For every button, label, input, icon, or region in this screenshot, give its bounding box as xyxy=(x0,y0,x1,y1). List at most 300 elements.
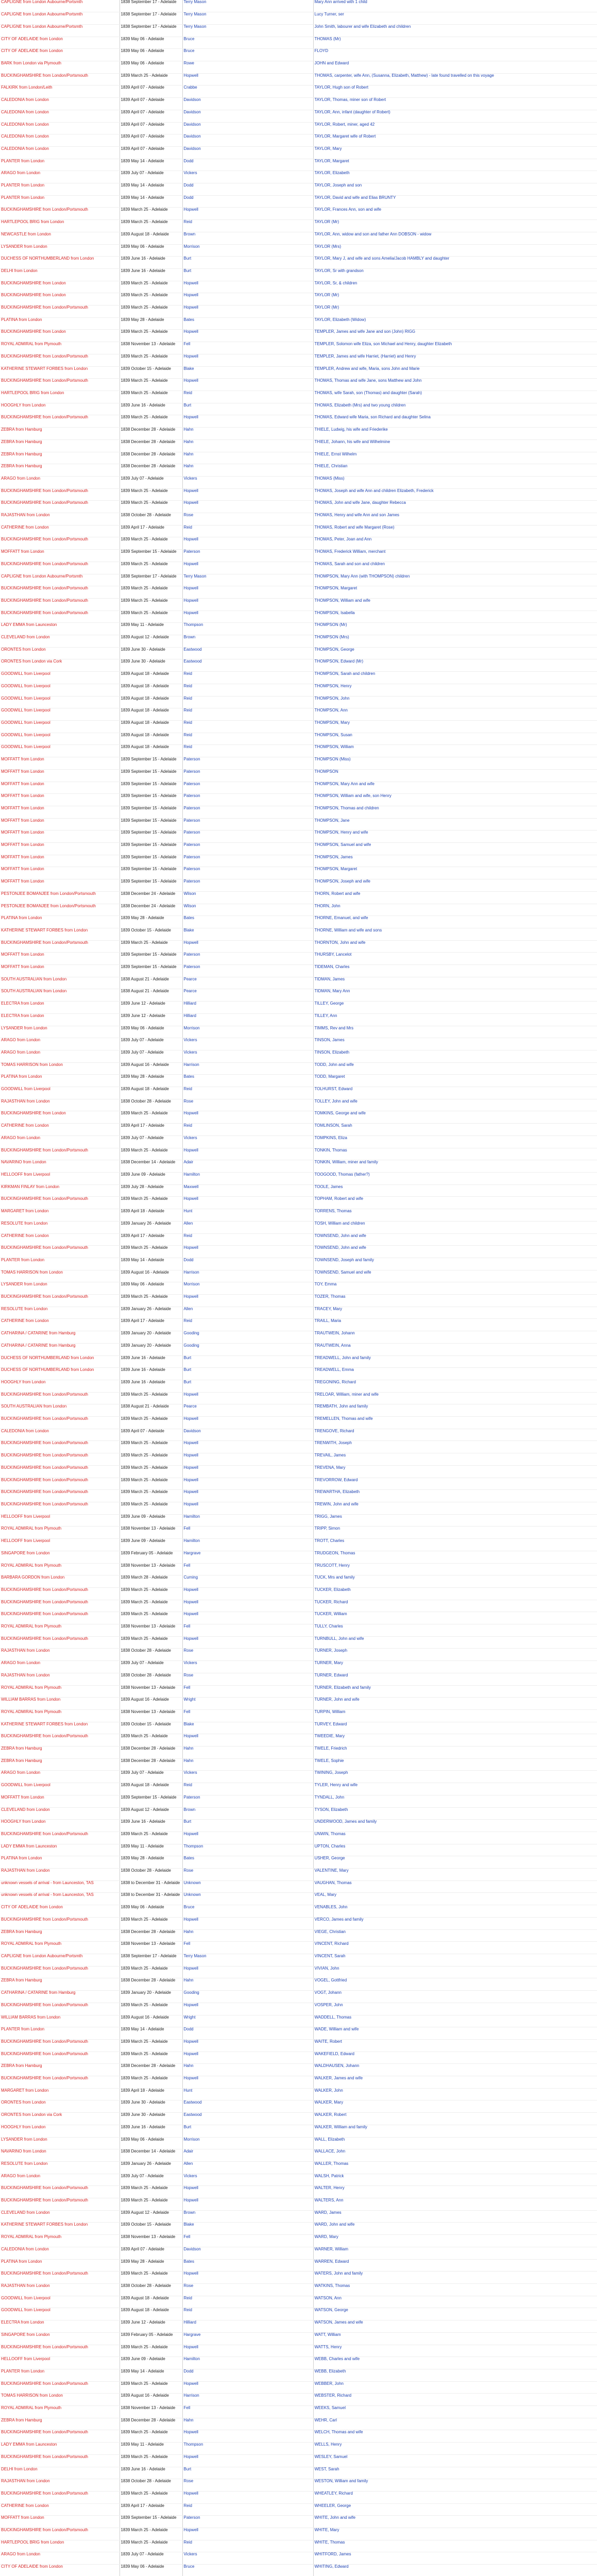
table-row xyxy=(0,1075,597,1087)
master-cell: Terry Mason xyxy=(182,1954,313,1967)
date-cell: 1839 September 15 - Adelaide xyxy=(120,855,182,867)
date-cell: 1839 March 25 - Adelaide xyxy=(120,1734,182,1747)
master-cell: Paterson xyxy=(182,794,313,806)
date-cell: 1839 March 25 - Adelaide xyxy=(120,2076,182,2089)
port-cell: KATHERINE STEWART FORBES from London xyxy=(0,1722,120,1734)
master-cell: Unknown xyxy=(182,1893,313,1905)
port-cell: ZEBRA from Hamburg xyxy=(0,1747,120,1759)
master-cell: Hopwell xyxy=(182,1478,313,1490)
date-cell: 1839 March 25 - Adelaide xyxy=(120,1111,182,1124)
table-row xyxy=(0,2308,597,2320)
master-cell: Hopwell xyxy=(182,1490,313,1502)
port-cell: BUCKINGHAMSHIRE from London xyxy=(0,293,120,306)
date-cell: 1839 August 18 - Adelaide xyxy=(120,2308,182,2320)
port-cell: ZEBRA from Hamburg xyxy=(0,2064,120,2076)
port-cell: ROYAL ADMIRAL from Plymouth xyxy=(0,1685,120,1698)
master-cell: Brown xyxy=(182,1807,313,1820)
master-cell: Hopwell xyxy=(182,1197,313,1209)
date-cell: 1839 March 25 - Adelaide xyxy=(120,501,182,513)
date-cell: 1839 August 16 - Adelaide xyxy=(120,2394,182,2406)
port-cell: LYSANDER from London xyxy=(0,244,120,257)
date-cell: 1838 December 24 - Adelaide xyxy=(120,904,182,916)
master-cell: Paterson xyxy=(182,867,313,879)
master-cell: Dodd xyxy=(182,195,313,208)
port-cell: MOFFATT from London xyxy=(0,818,120,831)
date-cell: 1839 May 14 - Adelaide xyxy=(120,2369,182,2381)
date-cell: 1838 November 13 - Adelaide xyxy=(120,1624,182,1637)
ship-notes-cell: THOMAS, Joseph and wife Ann and children Elizabeth, Frederick xyxy=(313,488,597,501)
table-row xyxy=(0,391,597,403)
port-cell: ROYAL ADMIRAL from Plymouth xyxy=(0,1942,120,1954)
table-row xyxy=(0,659,597,672)
master-cell: Reid xyxy=(182,1087,313,1099)
date-cell: 1839 March 25 - Adelaide xyxy=(120,611,182,623)
table-row xyxy=(0,965,597,977)
table-row xyxy=(0,635,597,648)
table-row xyxy=(0,86,597,98)
date-cell: 1839 August 18 - Adelaide xyxy=(120,708,182,721)
port-cell: BARK from London via Plymouth xyxy=(0,61,120,74)
master-cell: Pearce xyxy=(182,977,313,989)
master-cell: Hopwell xyxy=(182,2052,313,2064)
master-cell: Hopwell xyxy=(182,2454,313,2467)
ship-notes-cell: TRIGG, James xyxy=(313,1514,597,1527)
date-cell: 1839 March 25 - Adelaide xyxy=(120,2491,182,2503)
master-cell: Paterson xyxy=(182,806,313,818)
table-row xyxy=(0,2406,597,2418)
port-cell: CLEVELAND from London xyxy=(0,1807,120,1820)
table-row xyxy=(0,501,597,513)
master-cell: Hahn xyxy=(182,439,313,452)
ship-notes-cell: VOGEL, Gottfried xyxy=(313,1978,597,1991)
master-cell: Wright xyxy=(182,2015,313,2027)
date-cell: 1839 March 25 - Adelaide xyxy=(120,1612,182,1624)
table-row xyxy=(0,537,597,550)
ship-notes-cell: TREVORROW, Edward xyxy=(313,1478,597,1490)
date-cell: 1839 May 28 - Adelaide xyxy=(120,1856,182,1869)
table-row xyxy=(0,2369,597,2381)
ship-notes-cell: WALKER, Mary xyxy=(313,2100,597,2113)
ship-notes-cell: THOMPSON, James xyxy=(313,855,597,867)
table-row xyxy=(0,1722,597,1734)
table-row xyxy=(0,379,597,391)
table-row xyxy=(0,1502,597,1514)
table-row xyxy=(0,1832,597,1844)
table-row xyxy=(0,2198,597,2211)
table-row xyxy=(0,1661,597,1673)
table-row xyxy=(0,2064,597,2076)
master-cell: Reid xyxy=(182,745,313,757)
port-cell: ROYAL ADMIRAL from Plymouth xyxy=(0,2235,120,2247)
date-cell: 1838 September 17 - Adelaide xyxy=(120,1954,182,1967)
port-cell: DUCHESS OF NORTHUMBERLAND from London xyxy=(0,257,120,269)
date-cell: 1839 January 20 - Adelaide xyxy=(120,1331,182,1344)
ship-notes-cell: TRACEY, Mary xyxy=(313,1307,597,1319)
table-row xyxy=(0,1246,597,1258)
port-cell: ARAGO from London xyxy=(0,1050,120,1062)
ship-notes-cell: THOMPSON, Margaret xyxy=(313,586,597,599)
master-cell: Paterson xyxy=(182,953,313,965)
date-cell: 1839 June 30 - Adelaide xyxy=(120,2100,182,2113)
ship-notes-cell: WATSON, George xyxy=(313,2308,597,2320)
master-cell: Burt xyxy=(182,257,313,269)
table-row xyxy=(0,1807,597,1820)
port-cell: BUCKINGHAMSHIRE from London/Portsmouth xyxy=(0,1734,120,1747)
ship-notes-cell: THOMPSON, Jane xyxy=(313,818,597,831)
date-cell: 1839 May 28 - Adelaide xyxy=(120,317,182,330)
ship-notes-cell: THOMAS (Mr) xyxy=(313,37,597,49)
table-row xyxy=(0,757,597,770)
ship-notes-cell: WHITE, John and wife xyxy=(313,2516,597,2528)
master-cell: Hopwell xyxy=(182,488,313,501)
table-row xyxy=(0,2503,597,2516)
table-row xyxy=(0,306,597,318)
master-cell: Reid xyxy=(182,1124,313,1136)
master-cell: Hunt xyxy=(182,1209,313,1222)
table-row xyxy=(0,1856,597,1869)
ship-notes-cell: THOMPSON, Joseph and wife xyxy=(313,879,597,892)
table-row xyxy=(0,488,597,501)
master-cell: Hahn xyxy=(182,1929,313,1942)
table-row xyxy=(0,1758,597,1771)
master-cell: Hamilton xyxy=(182,1539,313,1551)
date-cell: 1839 June 09 - Adelaide xyxy=(120,2357,182,2369)
date-cell: 1839 September 15 - Adelaide xyxy=(120,782,182,794)
master-cell: Brown xyxy=(182,232,313,244)
ship-notes-cell: THOMAS, Sarah and son and children xyxy=(313,562,597,574)
date-cell: 1839 March 25 - Adelaide xyxy=(120,537,182,550)
ship-notes-cell: THOMAS, Peter, Joan and Ann xyxy=(313,537,597,550)
table-row xyxy=(0,1893,597,1905)
table-row xyxy=(0,159,597,171)
ship-notes-cell: WEEKS, Samuel xyxy=(313,2406,597,2418)
master-cell: Hopwell xyxy=(182,2345,313,2357)
master-cell: Hopwell xyxy=(182,2528,313,2540)
master-cell: Hopwell xyxy=(182,562,313,574)
port-cell: CAPLIGNE from London Aubourne/Portsmth xyxy=(0,24,120,37)
master-cell: Hopwell xyxy=(182,940,313,953)
master-cell: Adair xyxy=(182,1160,313,1173)
ship-notes-cell: TURVEY, Edward xyxy=(313,1722,597,1734)
master-cell: Gooding xyxy=(182,1343,313,1355)
master-cell: Reid xyxy=(182,2540,313,2552)
port-cell: CATHARINA / CATARINE from Hamburg xyxy=(0,1331,120,1344)
master-cell: Bates xyxy=(182,1856,313,1869)
table-row xyxy=(0,1111,597,1124)
ship-notes-cell: THORN, John xyxy=(313,904,597,916)
ship-notes-cell: THOMPSON xyxy=(313,769,597,782)
ship-notes-cell: WALKER, William and family xyxy=(313,2125,597,2137)
date-cell: 1839 July 07 - Adelaide xyxy=(120,476,182,488)
table-row xyxy=(0,2088,597,2100)
date-cell: 1838 December 28 - Adelaide xyxy=(120,1747,182,1759)
master-cell: Gooding xyxy=(182,1331,313,1344)
port-cell: ORONTES from London xyxy=(0,647,120,659)
date-cell: 1839 September 15 - Adelaide xyxy=(120,867,182,879)
table-row xyxy=(0,452,597,464)
ship-notes-cell: THOMPSON, Susan xyxy=(313,733,597,745)
table-row xyxy=(0,439,597,452)
master-cell: Eastwood xyxy=(182,2100,313,2113)
port-cell: BUCKINGHAMSHIRE from London/Portsmouth xyxy=(0,1148,120,1160)
port-cell: MOFFATT from London xyxy=(0,879,120,892)
table-row xyxy=(0,1184,597,1197)
table-row xyxy=(0,183,597,196)
port-cell: BUCKINGHAMSHIRE from London/Portsmouth xyxy=(0,306,120,318)
date-cell: 1839 June 30 - Adelaide xyxy=(120,647,182,659)
table-row xyxy=(0,806,597,818)
date-cell: 1839 May 11 - Adelaide xyxy=(120,623,182,635)
ship-notes-cell: TAYLOR, Sr with grandson xyxy=(313,268,597,281)
port-cell: RAJASTHAN from London xyxy=(0,1649,120,1661)
date-cell: 1839 March 25 - Adelaide xyxy=(120,73,182,86)
ship-notes-cell: TREGONING, Richard xyxy=(313,1380,597,1392)
port-cell: GOODWILL from Liverpool xyxy=(0,733,120,745)
ship-notes-cell: TREADWELL, John and family xyxy=(313,1355,597,1368)
date-cell: 1839 September 15 - Adelaide xyxy=(120,757,182,770)
port-cell: KATHERINE STEWART FORBES from London xyxy=(0,2223,120,2235)
ship-notes-cell: THOMPSON, Mary Ann and wife xyxy=(313,782,597,794)
port-cell: GOODWILL from Liverpool xyxy=(0,684,120,696)
port-cell: CATHERINE from London xyxy=(0,1319,120,1331)
table-row xyxy=(0,831,597,843)
date-cell: 1838 October 28 - Adelaide xyxy=(120,513,182,526)
master-cell: Fell xyxy=(182,342,313,354)
date-cell: 1839 August 18 - Adelaide xyxy=(120,745,182,757)
master-cell: Paterson xyxy=(182,550,313,562)
master-cell: Hopwell xyxy=(182,1587,313,1600)
ship-notes-cell: TOOGOOD, Thomas (father?) xyxy=(313,1173,597,1185)
port-cell: BUCKINGHAMSHIRE from London/Portsmouth xyxy=(0,1490,120,1502)
table-row xyxy=(0,2076,597,2089)
port-cell: MOFFATT from London xyxy=(0,867,120,879)
master-cell: Blake xyxy=(182,928,313,940)
master-cell: Maxwell xyxy=(182,1184,313,1197)
port-cell: DELHI from London xyxy=(0,268,120,281)
date-cell: 1839 March 25 - Adelaide xyxy=(120,1502,182,1514)
ship-notes-cell: THOMPSON, George xyxy=(313,647,597,659)
ship-notes-cell: THOMPSON, William and wife, son Henry xyxy=(313,794,597,806)
date-cell: 1839 August 18 - Adelaide xyxy=(120,684,182,696)
master-cell: Hahn xyxy=(182,2064,313,2076)
ship-notes-cell: TULLY, Charles xyxy=(313,1624,597,1637)
date-cell: 1839 May 06 - Adelaide xyxy=(120,1026,182,1038)
table-row xyxy=(0,867,597,879)
date-cell: 1839 January 20 - Adelaide xyxy=(120,1991,182,2003)
master-cell: Paterson xyxy=(182,757,313,770)
table-row xyxy=(0,2491,597,2503)
date-cell: 1839 August 18 - Adelaide xyxy=(120,720,182,733)
port-cell: PLATINA from London xyxy=(0,317,120,330)
master-cell: Dodd xyxy=(182,183,313,196)
date-cell: 1839 September 15 - Adelaide xyxy=(120,550,182,562)
date-cell: 1839 September 15 - Adelaide xyxy=(120,953,182,965)
ship-notes-cell: THOMAS, Henry and wife Ann and son James xyxy=(313,513,597,526)
date-cell: 1839 March 25 - Adelaide xyxy=(120,293,182,306)
date-cell: 1838 December 28 - Adelaide xyxy=(120,464,182,477)
table-row xyxy=(0,2565,597,2576)
master-cell: Davidson xyxy=(182,122,313,134)
master-cell: Eastwood xyxy=(182,647,313,659)
ship-notes-cell: TAYLOR, Margaret xyxy=(313,159,597,171)
table-row xyxy=(0,2247,597,2259)
port-cell: NAVARINO from London xyxy=(0,2149,120,2162)
ship-notes-cell: WALLER, Thomas xyxy=(313,2161,597,2174)
master-cell: Unknown xyxy=(182,1880,313,1893)
master-cell: Hopwell xyxy=(182,1465,313,1478)
date-cell: 1839 June 12 - Adelaide xyxy=(120,2320,182,2333)
ship-notes-cell: THOMPSON, Mary Ann (with THOMPSON) children xyxy=(313,574,597,586)
table-row xyxy=(0,1233,597,1246)
table-row xyxy=(0,989,597,1002)
date-cell: 1839 April 07 - Adelaide xyxy=(120,2247,182,2259)
table-row xyxy=(0,1343,597,1355)
port-cell: HOOGHLY from London xyxy=(0,403,120,415)
master-cell: Terry Mason xyxy=(182,12,313,25)
ship-notes-cell: THOMPSON, Ann xyxy=(313,708,597,721)
table-row xyxy=(0,745,597,757)
port-cell: DUCHESS OF NORTHUMBERLAND from London xyxy=(0,1368,120,1380)
ship-notes-cell: WADE, William and wife xyxy=(313,2027,597,2040)
master-cell: Rowe xyxy=(182,61,313,74)
table-row xyxy=(0,1600,597,1612)
ship-notes-cell: WALKER, John xyxy=(313,2088,597,2100)
ship-notes-cell: WHEELER, George xyxy=(313,2503,597,2516)
ship-notes-cell: TAYLOR, David and wife and Elias BRUNTY xyxy=(313,195,597,208)
port-cell: BUCKINGHAMSHIRE from London/Portsmouth xyxy=(0,1465,120,1478)
table-row xyxy=(0,1929,597,1942)
ship-notes-cell: TIDEMAN, Charles xyxy=(313,965,597,977)
table-row xyxy=(0,2443,597,2455)
date-cell: 1838 November 13 - Adelaide xyxy=(120,1527,182,1539)
table-row xyxy=(0,1038,597,1050)
master-cell: Hopwell xyxy=(182,598,313,611)
date-cell: 1839 May 28 - Adelaide xyxy=(120,1075,182,1087)
ship-notes-cell: WALTER, Henry xyxy=(313,2186,597,2198)
master-cell: Hopwell xyxy=(182,1246,313,1258)
port-cell: BUCKINGHAMSHIRE from London/Portsmouth xyxy=(0,598,120,611)
table-row xyxy=(0,916,597,928)
date-cell: 1839 June 09 - Adelaide xyxy=(120,1514,182,1527)
ship-notes-cell: WELLS, Henry xyxy=(313,2443,597,2455)
ship-notes-cell: THOMPSON, Henry and wife xyxy=(313,831,597,843)
date-cell: 1839 March 25 - Adelaide xyxy=(120,1246,182,1258)
port-cell: unknown vessels of arrival - from Launceston, TAS xyxy=(0,1880,120,1893)
ship-notes-cell: TOY, Emma xyxy=(313,1282,597,1295)
ship-notes-cell: TONKIN, William, miner and family xyxy=(313,1160,597,1173)
port-cell: PLANTER from London xyxy=(0,195,120,208)
table-row xyxy=(0,1136,597,1148)
master-cell: Reid xyxy=(182,220,313,232)
date-cell: 1839 July 07 - Adelaide xyxy=(120,1661,182,1673)
master-cell: Rose xyxy=(182,1099,313,1111)
master-cell: Vickers xyxy=(182,2552,313,2565)
port-cell: BUCKINGHAMSHIRE from London xyxy=(0,281,120,293)
date-cell: 1839 June 16 - Adelaide xyxy=(120,2467,182,2479)
ship-notes-cell: TYNDALL, John xyxy=(313,1795,597,1807)
ship-notes-cell: WALLACE, John xyxy=(313,2149,597,2162)
port-cell: PLANTER from London xyxy=(0,2369,120,2381)
date-cell: 1839 March 25 - Adelaide xyxy=(120,1966,182,1978)
date-cell: 1839 August 16 - Adelaide xyxy=(120,2015,182,2027)
date-cell: 1839 March 25 - Adelaide xyxy=(120,1587,182,1600)
date-cell: 1838 November 13 - Adelaide xyxy=(120,1685,182,1698)
ship-notes-cell: UPTON, Charles xyxy=(313,1844,597,1856)
ship-notes-cell: TREVENA, Mary xyxy=(313,1465,597,1478)
ship-notes-cell: TRIPP, Simon xyxy=(313,1527,597,1539)
ship-notes-cell: THOMPSON, Thomas and children xyxy=(313,806,597,818)
port-cell: PLANTER from London xyxy=(0,2027,120,2040)
port-cell: ROYAL ADMIRAL from Plymouth xyxy=(0,1527,120,1539)
table-row xyxy=(0,98,597,110)
date-cell: 1839 April 07 - Adelaide xyxy=(120,134,182,147)
ship-notes-cell: WARD, James xyxy=(313,2210,597,2223)
port-cell: WILLIAM BARRAS from London xyxy=(0,2015,120,2027)
port-cell: LADY EMMA from Launceston xyxy=(0,2443,120,2455)
table-row xyxy=(0,1783,597,1795)
port-cell: BUCKINGHAMSHIRE from London/Portsmouth xyxy=(0,1636,120,1649)
ship-notes-cell: VIEGE, Christian xyxy=(313,1929,597,1942)
table-row xyxy=(0,2027,597,2040)
port-cell: MARGARET from London xyxy=(0,1209,120,1222)
table-row xyxy=(0,574,597,586)
ship-notes-cell: TRUDGEON, Thomas xyxy=(313,1551,597,1563)
master-cell: Paterson xyxy=(182,879,313,892)
ship-notes-cell: UNDERWOOD, James and family xyxy=(313,1820,597,1832)
ship-notes-cell: THOMAS, Robert and wife Margaret (Rose) xyxy=(313,525,597,537)
table-row xyxy=(0,1441,597,1453)
master-cell: Hilliard xyxy=(182,1002,313,1014)
master-cell: Thompson xyxy=(182,1844,313,1856)
port-cell: CITY OF ADELAIDE from London xyxy=(0,2565,120,2576)
ship-notes-cell: TOZER, Thomas xyxy=(313,1295,597,1307)
ship-notes-cell: VEAL, Mary xyxy=(313,1893,597,1905)
port-cell: BUCKINGHAMSHIRE from London/Portsmouth xyxy=(0,2381,120,2394)
date-cell: 1839 May 14 - Adelaide xyxy=(120,159,182,171)
port-cell: CATHARINA / CATARINE from Hamburg xyxy=(0,1991,120,2003)
date-cell: 1839 March 25 - Adelaide xyxy=(120,306,182,318)
date-cell: 1839 May 28 - Adelaide xyxy=(120,2259,182,2272)
master-cell: Thompson xyxy=(182,2443,313,2455)
master-cell: Hopwell xyxy=(182,354,313,366)
master-cell: Burt xyxy=(182,1820,313,1832)
date-cell: 1838 August 21 - Adelaide xyxy=(120,1404,182,1417)
table-row xyxy=(0,1490,597,1502)
table-row xyxy=(0,623,597,635)
master-cell: Paterson xyxy=(182,782,313,794)
table-row xyxy=(0,1991,597,2003)
ship-notes-cell: TUCKER, Elizabeth xyxy=(313,1587,597,1600)
port-cell: ARAGO from London xyxy=(0,1771,120,1783)
master-cell: Hopwell xyxy=(182,293,313,306)
ship-notes-cell: WAKEFIELD, Edward xyxy=(313,2052,597,2064)
ship-notes-cell: TAYLOR, Sr, & children xyxy=(313,281,597,293)
ship-notes-cell: UNWIN, Thomas xyxy=(313,1832,597,1844)
date-cell: 1839 March 25 - Adelaide xyxy=(120,220,182,232)
master-cell: Hahn xyxy=(182,1978,313,1991)
table-row xyxy=(0,2015,597,2027)
ship-notes-cell: THOMPSON, Edward (Mr) xyxy=(313,659,597,672)
date-cell: 1838 December 28 - Adelaide xyxy=(120,1929,182,1942)
date-cell: 1839 April 17 - Adelaide xyxy=(120,1319,182,1331)
ship-notes-cell: TURNER, Edward xyxy=(313,1673,597,1685)
table-row xyxy=(0,244,597,257)
master-cell: Paterson xyxy=(182,2516,313,2528)
table-row xyxy=(0,2320,597,2333)
port-cell: PLANTER from London xyxy=(0,159,120,171)
table-row xyxy=(0,354,597,366)
master-cell: Blake xyxy=(182,366,313,379)
